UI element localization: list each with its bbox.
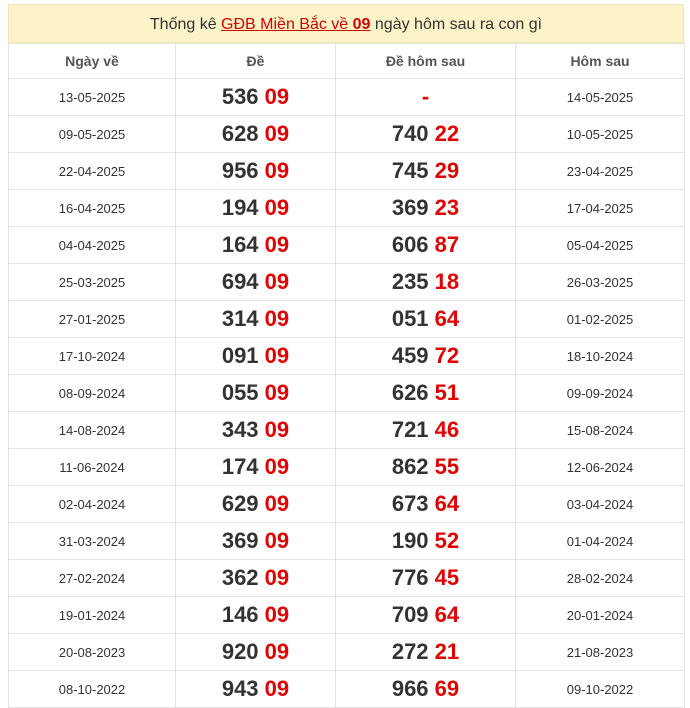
header-next-date: Hôm sau [516, 44, 685, 79]
next-de-prefix: 721 [391, 417, 429, 442]
next-de-cell [336, 375, 516, 412]
de-suffix: 09 [264, 306, 290, 331]
next-date-cell: 21-08-2023 [516, 634, 685, 671]
next-de-prefix: 272 [391, 639, 429, 664]
de-prefix: 362 [221, 565, 259, 590]
next-de-prefix: 606 [391, 232, 429, 257]
table-row [9, 412, 685, 449]
table-row [9, 301, 685, 338]
no-result-dash: - [421, 84, 430, 109]
next-de-suffix: 64 [434, 491, 460, 516]
de-suffix: 09 [264, 454, 290, 479]
next-de-suffix: 46 [434, 417, 460, 442]
date-cell: 09-05-2025 [9, 116, 176, 153]
de-prefix: 369 [221, 528, 259, 553]
de-cell [176, 449, 336, 486]
date-cell: 14-08-2024 [9, 412, 176, 449]
table-row [9, 227, 685, 264]
next-date-cell: 03-04-2024 [516, 486, 685, 523]
next-de-cell [336, 597, 516, 634]
de-suffix: 09 [264, 121, 290, 146]
next-date-cell: 05-04-2025 [516, 227, 685, 264]
table-row [9, 79, 685, 116]
next-date-cell: 23-04-2025 [516, 153, 685, 190]
next-de-prefix: 776 [391, 565, 429, 590]
title-link-text: GĐB Miền Bắc về [221, 16, 349, 33]
title-suffix: ngày hôm sau ra con gì [370, 16, 543, 33]
date-cell: 27-01-2025 [9, 301, 176, 338]
table-row [9, 671, 685, 708]
de-suffix: 09 [264, 491, 290, 516]
de-prefix: 194 [221, 195, 259, 220]
next-de-cell [336, 116, 516, 153]
de-cell [176, 560, 336, 597]
next-de-prefix: 369 [391, 195, 429, 220]
de-suffix: 09 [264, 380, 290, 405]
next-de-prefix: 745 [391, 158, 429, 183]
next-de-prefix: 862 [391, 454, 429, 479]
de-prefix: 629 [221, 491, 259, 516]
table-row [9, 634, 685, 671]
next-de-cell [336, 560, 516, 597]
date-cell: 19-01-2024 [9, 597, 176, 634]
next-date-cell: 20-01-2024 [516, 597, 685, 634]
de-prefix: 091 [221, 343, 259, 368]
de-prefix: 920 [221, 639, 259, 664]
de-prefix: 055 [221, 380, 259, 405]
next-de-prefix: 459 [391, 343, 429, 368]
table-row [9, 560, 685, 597]
date-cell: 16-04-2025 [9, 190, 176, 227]
next-de-suffix: 52 [434, 528, 460, 553]
de-cell [176, 412, 336, 449]
next-de-prefix: 190 [391, 528, 429, 553]
table-row [9, 375, 685, 412]
de-suffix: 09 [264, 343, 290, 368]
next-de-suffix: 55 [434, 454, 460, 479]
next-de-suffix: 51 [434, 380, 460, 405]
de-suffix: 09 [264, 602, 290, 627]
next-date-cell: 12-06-2024 [516, 449, 685, 486]
next-de-prefix: 051 [391, 306, 429, 331]
next-de-cell [336, 449, 516, 486]
table-row [9, 190, 685, 227]
next-de-prefix: 673 [391, 491, 429, 516]
next-de-suffix: 22 [434, 121, 460, 146]
next-de-suffix: 64 [434, 306, 460, 331]
table-row [9, 523, 685, 560]
date-cell: 11-06-2024 [9, 449, 176, 486]
next-date-cell: 17-04-2025 [516, 190, 685, 227]
de-prefix: 694 [221, 269, 259, 294]
next-de-suffix: 21 [434, 639, 460, 664]
next-de-prefix: 235 [391, 269, 429, 294]
date-cell: 27-02-2024 [9, 560, 176, 597]
next-date-cell: 10-05-2025 [516, 116, 685, 153]
next-de-cell [336, 523, 516, 560]
table-row [9, 153, 685, 190]
next-date-cell: 09-09-2024 [516, 375, 685, 412]
next-de-suffix: 72 [434, 343, 460, 368]
next-de-suffix: 23 [434, 195, 460, 220]
next-de-cell [336, 79, 516, 116]
next-de-suffix: 18 [434, 269, 460, 294]
date-cell: 31-03-2024 [9, 523, 176, 560]
date-cell: 08-10-2022 [9, 671, 176, 708]
next-de-suffix: 69 [434, 676, 460, 701]
next-de-cell [336, 634, 516, 671]
next-de-suffix: 29 [434, 158, 460, 183]
de-suffix: 09 [264, 528, 290, 553]
title-link[interactable] [221, 16, 370, 33]
date-cell: 20-08-2023 [9, 634, 176, 671]
de-suffix: 09 [264, 232, 290, 257]
de-prefix: 146 [221, 602, 259, 627]
de-prefix: 628 [221, 121, 259, 146]
de-prefix: 943 [221, 676, 259, 701]
table-title [8, 4, 684, 43]
de-cell [176, 486, 336, 523]
de-suffix: 09 [264, 269, 290, 294]
next-de-prefix: 966 [391, 676, 429, 701]
de-prefix: 174 [221, 454, 259, 479]
de-cell [176, 79, 336, 116]
table-row [9, 116, 685, 153]
de-suffix: 09 [264, 158, 290, 183]
date-cell: 04-04-2025 [9, 227, 176, 264]
next-de-suffix: 64 [434, 602, 460, 627]
next-de-cell [336, 486, 516, 523]
de-suffix: 09 [264, 84, 290, 109]
de-cell [176, 671, 336, 708]
title-number: 09 [352, 16, 371, 33]
stats-panel [8, 4, 684, 708]
next-de-cell [336, 412, 516, 449]
table-row [9, 486, 685, 523]
next-date-cell: 15-08-2024 [516, 412, 685, 449]
date-cell: 08-09-2024 [9, 375, 176, 412]
next-date-cell: 09-10-2022 [516, 671, 685, 708]
de-prefix: 343 [221, 417, 259, 442]
next-de-suffix: 87 [434, 232, 460, 257]
de-prefix: 536 [221, 84, 259, 109]
header-date: Ngày về [9, 44, 176, 79]
next-de-cell [336, 153, 516, 190]
de-cell [176, 301, 336, 338]
de-cell [176, 116, 336, 153]
date-cell: 02-04-2024 [9, 486, 176, 523]
next-date-cell: 14-05-2025 [516, 79, 685, 116]
date-cell: 22-04-2025 [9, 153, 176, 190]
de-cell [176, 227, 336, 264]
next-de-suffix: 45 [434, 565, 460, 590]
next-date-cell: 28-02-2024 [516, 560, 685, 597]
next-de-cell [336, 671, 516, 708]
next-date-cell: 18-10-2024 [516, 338, 685, 375]
de-cell [176, 264, 336, 301]
next-de-cell [336, 190, 516, 227]
de-suffix: 09 [264, 639, 290, 664]
header-row [9, 44, 685, 79]
de-cell [176, 338, 336, 375]
next-de-prefix: 740 [391, 121, 429, 146]
de-suffix: 09 [264, 417, 290, 442]
de-cell [176, 523, 336, 560]
table-row [9, 264, 685, 301]
results-table [8, 43, 685, 708]
de-prefix: 314 [221, 306, 259, 331]
next-de-cell [336, 227, 516, 264]
header-de: Đề [176, 44, 336, 79]
de-cell [176, 153, 336, 190]
de-cell [176, 597, 336, 634]
table-row [9, 449, 685, 486]
title-prefix: Thống kê [149, 16, 222, 33]
de-suffix: 09 [264, 676, 290, 701]
next-de-prefix: 626 [391, 380, 429, 405]
table-row [9, 338, 685, 375]
next-de-prefix: 709 [391, 602, 429, 627]
next-date-cell: 01-02-2025 [516, 301, 685, 338]
next-date-cell: 26-03-2025 [516, 264, 685, 301]
date-cell: 17-10-2024 [9, 338, 176, 375]
de-prefix: 956 [221, 158, 259, 183]
header-next-de: Đề hôm sau [336, 44, 516, 79]
de-prefix: 164 [221, 232, 259, 257]
next-de-cell [336, 301, 516, 338]
de-cell [176, 634, 336, 671]
de-cell [176, 190, 336, 227]
de-cell [176, 375, 336, 412]
table-row [9, 597, 685, 634]
date-cell: 25-03-2025 [9, 264, 176, 301]
next-date-cell: 01-04-2024 [516, 523, 685, 560]
next-de-cell [336, 264, 516, 301]
date-cell: 13-05-2025 [9, 79, 176, 116]
de-suffix: 09 [264, 565, 290, 590]
next-de-cell [336, 338, 516, 375]
de-suffix: 09 [264, 195, 290, 220]
